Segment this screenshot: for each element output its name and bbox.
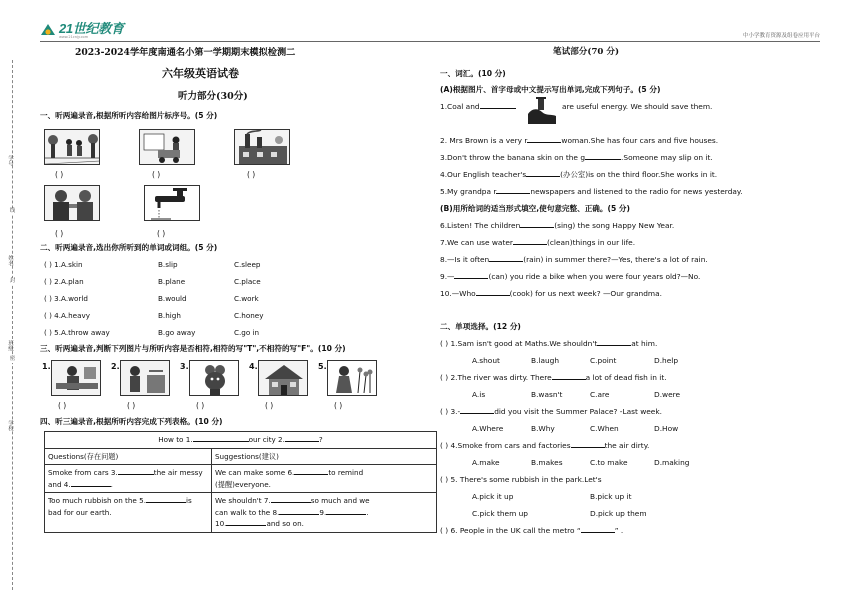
question-text: 7.We can use water: [440, 238, 513, 247]
cell-text: Too much rubbish on the 5.: [48, 496, 146, 506]
option[interactable]: D.help: [654, 356, 679, 365]
question-text: 8.—Is it often: [440, 255, 490, 264]
answer-bracket[interactable]: ( ): [55, 229, 64, 238]
cell-text: to remind: [328, 468, 364, 478]
part-b-title: (B)用所给词的适当形式填空,使句意完整、正确。(5 分): [440, 204, 630, 213]
option[interactable]: D.were: [654, 390, 681, 399]
option[interactable]: C.point: [590, 356, 617, 365]
answer-bracket[interactable]: ( ): [55, 170, 64, 179]
picture-tap-water: [144, 185, 200, 221]
picture-people-trees: [44, 129, 100, 165]
question-text: (办公室)is on the third floor.She works in it.: [560, 170, 718, 179]
question-text: 1.Coal and: [440, 102, 480, 111]
answer-bracket[interactable]: ( ): [127, 401, 136, 410]
mc-question-4: [440, 441, 649, 450]
answer-blank[interactable]: [526, 170, 560, 177]
header-divider: [40, 41, 820, 42]
vocab-section-title: 一、词汇。(10 分): [440, 69, 506, 78]
choice-row-2-num: ( ) 2.A.plan: [44, 277, 84, 286]
cell-text: 10.: [215, 519, 227, 529]
blank-10[interactable]: [226, 519, 266, 526]
question-text: ( ) 6. People in the UK call the metro “: [440, 526, 581, 535]
table-head-part-c: ?: [318, 435, 323, 444]
mc-question-3: [440, 407, 662, 416]
picture-man-cart: [139, 129, 195, 165]
question-text: (cook) for us next week? —Our grandma.: [509, 289, 662, 298]
choice-row-5-b: B.go away: [158, 328, 196, 337]
written-part-title: 笔试部分(70 分): [553, 47, 620, 57]
picture-number: 2.: [111, 362, 120, 371]
option[interactable]: C.When: [590, 424, 619, 433]
answer-bracket[interactable]: ( ): [247, 170, 256, 179]
listening-section-2-title: 二、听两遍录音,选出你所听到的单词或词组。(5 分): [40, 243, 218, 252]
answer-blank[interactable]: [527, 136, 561, 143]
question-text: 5.My grandpa r: [440, 187, 497, 196]
blank-6[interactable]: [294, 468, 328, 475]
question-b8: [440, 255, 708, 264]
option[interactable]: B.laugh: [531, 356, 560, 365]
binding-mark-secret: 密: [9, 356, 16, 362]
question-text: 10.—Who: [440, 289, 476, 298]
choice-row-5-num: ( ) 5.A.throw away: [44, 328, 110, 337]
answer-bracket[interactable]: ( ): [265, 401, 274, 410]
option[interactable]: B.Why: [531, 424, 555, 433]
cell-text: is: [186, 496, 192, 506]
listening-section-4-title: 四、听三遍录音,根据所听内容完成下列表格。(10 分): [40, 417, 223, 426]
option[interactable]: D.making: [654, 458, 690, 467]
answer-bracket[interactable]: ( ): [152, 170, 161, 179]
picture-number: 4.: [249, 362, 258, 371]
question-b9: [440, 272, 700, 281]
table-cell: Smoke from cars 3. the air messy and 4. .: [45, 465, 212, 493]
site-logo: [40, 20, 132, 40]
picture-number: 5.: [318, 362, 327, 371]
binding-dashed-line: [12, 60, 13, 590]
answer-blank[interactable]: [520, 221, 554, 228]
cell-text: We can make some 6.: [215, 468, 295, 478]
multiple-choice-title: 二、单项选择。(12 分): [440, 322, 521, 331]
blank-8[interactable]: [279, 508, 319, 515]
logo-text: 21世纪教育: [59, 21, 124, 36]
question-a5: [440, 187, 743, 196]
picture-tf-4-house: [258, 360, 308, 396]
choice-row-1-c: C.sleep: [234, 260, 261, 269]
mc-question-2: [440, 373, 667, 382]
cell-text: 9.: [319, 507, 327, 517]
question-text: .Someone may slip on it.: [621, 153, 713, 162]
question-a1: [440, 102, 516, 111]
option[interactable]: A.make: [472, 458, 500, 467]
question-text: at him.: [631, 339, 658, 348]
picture-tf-5-girl-flowers: [327, 360, 377, 396]
listening-table: [44, 431, 437, 533]
choice-row-5-c: C.go in: [234, 328, 260, 337]
question-text: the air dirty.: [604, 441, 650, 450]
listening-section-1-title: 一、听两遍录音,根据所听内容给图片标序号。(5 分): [40, 111, 218, 120]
cell-text: and 4.: [48, 479, 71, 489]
answer-blank[interactable]: [585, 153, 621, 160]
blank-7[interactable]: [271, 496, 311, 503]
table-cell: [212, 465, 437, 493]
logo-subtext: www.21cnjy.com: [59, 35, 89, 39]
question-text: a lot of dead fish in it.: [585, 373, 667, 382]
binding-mark-line: 线: [9, 208, 16, 214]
blank-3[interactable]: [118, 468, 154, 475]
answer-bracket[interactable]: ( ): [58, 401, 67, 410]
choice-row-3-num: ( ) 3.A.world: [44, 294, 88, 303]
cell-text: bad for our earth.: [48, 507, 112, 517]
picture-two-people-talking: [44, 185, 100, 221]
question-text: (sing) the song Happy New Year.: [554, 221, 675, 230]
mc-question-5: ( ) 5. There's some rubbish in the park.Let's: [440, 475, 602, 484]
option[interactable]: C.are: [590, 390, 610, 399]
answer-blank[interactable]: [476, 289, 510, 296]
question-text: woman.She has four cars and five houses.: [561, 136, 719, 145]
cell-text: can walk to the 8.: [215, 507, 280, 517]
blank-2[interactable]: [285, 435, 319, 442]
exam-subject: 六年级英语试卷: [162, 67, 239, 80]
choice-row-3-c: C.work: [234, 294, 259, 303]
question-b6: [440, 221, 674, 230]
choice-row-2-c: C.place: [234, 277, 261, 286]
listening-section-3-title: 三、听两遍录音,判断下列图片与所听内容是否相符,相符的写"T",不相符的写"F"。(10 分): [40, 344, 346, 353]
picture-tf-3-mouse: [189, 360, 239, 396]
blank-5[interactable]: [146, 496, 186, 503]
question-text: ( ) 3.-: [440, 407, 461, 416]
question-b10: [440, 289, 662, 298]
answer-bracket[interactable]: ( ): [157, 229, 166, 238]
option[interactable]: A.Where: [472, 424, 504, 433]
answer-blank[interactable]: [496, 187, 530, 194]
picture-factory: [234, 129, 290, 165]
option[interactable]: C.pick them up: [472, 509, 528, 518]
question-b7: [440, 238, 635, 247]
choice-row-1-num: ( ) 1.A.skin: [44, 260, 83, 269]
blank-4[interactable]: [71, 480, 111, 487]
option[interactable]: A.pick it up: [472, 492, 514, 501]
question-text: newspapers and listened to the radio for news yesterday.: [530, 187, 743, 196]
answer-blank[interactable]: [489, 255, 523, 262]
option[interactable]: B.pick up it: [590, 492, 632, 501]
question-text: did you visit the Summer Palace? -Last week.: [494, 407, 662, 416]
question-a1-rest: are useful energy. We should save them.: [562, 102, 713, 111]
answer-blank[interactable]: [480, 102, 516, 109]
answer-blank[interactable]: [454, 272, 488, 279]
blank-1[interactable]: [193, 435, 249, 442]
option[interactable]: A.shout: [472, 356, 500, 365]
picture-number: 3.: [180, 362, 189, 371]
table-header-row: [45, 432, 437, 449]
option[interactable]: D.How: [654, 424, 679, 433]
choice-row-3-b: B.would: [158, 294, 187, 303]
part-a-title: (A)根据图片、首字母或中文提示写出单词,完成下列句子。(5 分): [440, 85, 661, 94]
choice-row-2-b: B.plane: [158, 277, 186, 286]
question-a3: [440, 153, 713, 162]
answer-blank[interactable]: [460, 407, 494, 414]
cell-text: We shouldn't 7.: [215, 496, 271, 506]
picture-tf-2-recycle: [120, 360, 170, 396]
answer-blank[interactable]: [581, 526, 615, 533]
table-head-part-b: our city 2.: [248, 435, 285, 444]
cell-text: (提醒)everyone.: [215, 479, 271, 489]
question-text: 3.Don't throw the banana skin on the g: [440, 153, 586, 162]
option[interactable]: C.to make: [590, 458, 628, 467]
column-header-suggestions: Suggestions(建议): [212, 448, 437, 465]
cell-text: and so on.: [266, 519, 304, 529]
cell-text: the air messy: [153, 468, 203, 478]
answer-blank[interactable]: [571, 441, 605, 448]
question-text: ( ) 1.Sam isn't good at Maths.We shouldn't: [440, 339, 598, 348]
question-text: ( ) 2.The river was dirty. There: [440, 373, 552, 382]
answer-blank[interactable]: [513, 238, 547, 245]
answer-blank[interactable]: [552, 373, 586, 380]
question-a2: [440, 136, 718, 145]
coal-oil-picture: [526, 94, 558, 126]
question-text: 2. Mrs Brown is a very r: [440, 136, 528, 145]
platform-label: 中小学教育资源及组卷应用平台: [742, 33, 820, 39]
cell-text: so much and we: [310, 496, 370, 506]
question-text: (clean)things in our life.: [546, 238, 636, 247]
option[interactable]: A.is: [472, 390, 486, 399]
choice-row-4-c: C.honey: [234, 311, 264, 320]
binding-label-class: 班级: [7, 340, 13, 351]
table-cell: We shouldn't 7. so much and we can walk to the 8. 9. . 10. and so on.: [212, 493, 437, 533]
logo-icon: [40, 22, 56, 38]
blank-9[interactable]: [326, 508, 366, 515]
answer-blank[interactable]: [597, 339, 631, 346]
table-head-part-a: How to 1.: [158, 435, 193, 444]
cell-text: Smoke from cars 3.: [48, 468, 118, 478]
binding-mark-seal: 封: [9, 278, 16, 284]
answer-bracket[interactable]: ( ): [196, 401, 205, 410]
binding-label-school: 学校: [7, 420, 13, 431]
option[interactable]: B.wasn't: [531, 390, 563, 399]
choice-row-4-num: ( ) 4.A.heavy: [44, 311, 90, 320]
question-a4: [440, 170, 717, 179]
binding-label-student-number: 学号: [7, 155, 13, 166]
mc-question-1: [440, 339, 657, 348]
question-text: (rain) in summer there?—Yes, there's a lot of rain.: [523, 255, 708, 264]
picture-tf-1-man-working: [51, 360, 101, 396]
mc-question-6: [440, 526, 623, 535]
question-text: ” .: [614, 526, 624, 535]
exam-title: 2023-2024学年度南通名小第一学期期末模拟检测二: [75, 47, 296, 58]
question-text: 6.Listen! The children: [440, 221, 521, 230]
question-text: ( ) 4.Smoke from cars and factories: [440, 441, 571, 450]
binding-label-name: 姓名: [7, 255, 13, 266]
question-text: 4.Our English teacher's: [440, 170, 527, 179]
table-cell: [45, 493, 212, 533]
column-header-questions: Questions(存在问题): [45, 448, 212, 465]
choice-row-4-b: B.high: [158, 311, 181, 320]
question-text: (can) you ride a bike when you were four years old?—No.: [488, 272, 701, 281]
picture-number: 1.: [42, 362, 51, 371]
listening-title: 听力部分(30分): [178, 91, 248, 102]
option[interactable]: B.makes: [531, 458, 563, 467]
question-text: 9.—: [440, 272, 455, 281]
choice-row-1-b: B.slip: [158, 260, 178, 269]
binding-margin: [0, 60, 26, 590]
option[interactable]: D.pick up them: [590, 509, 647, 518]
answer-bracket[interactable]: ( ): [334, 401, 343, 410]
